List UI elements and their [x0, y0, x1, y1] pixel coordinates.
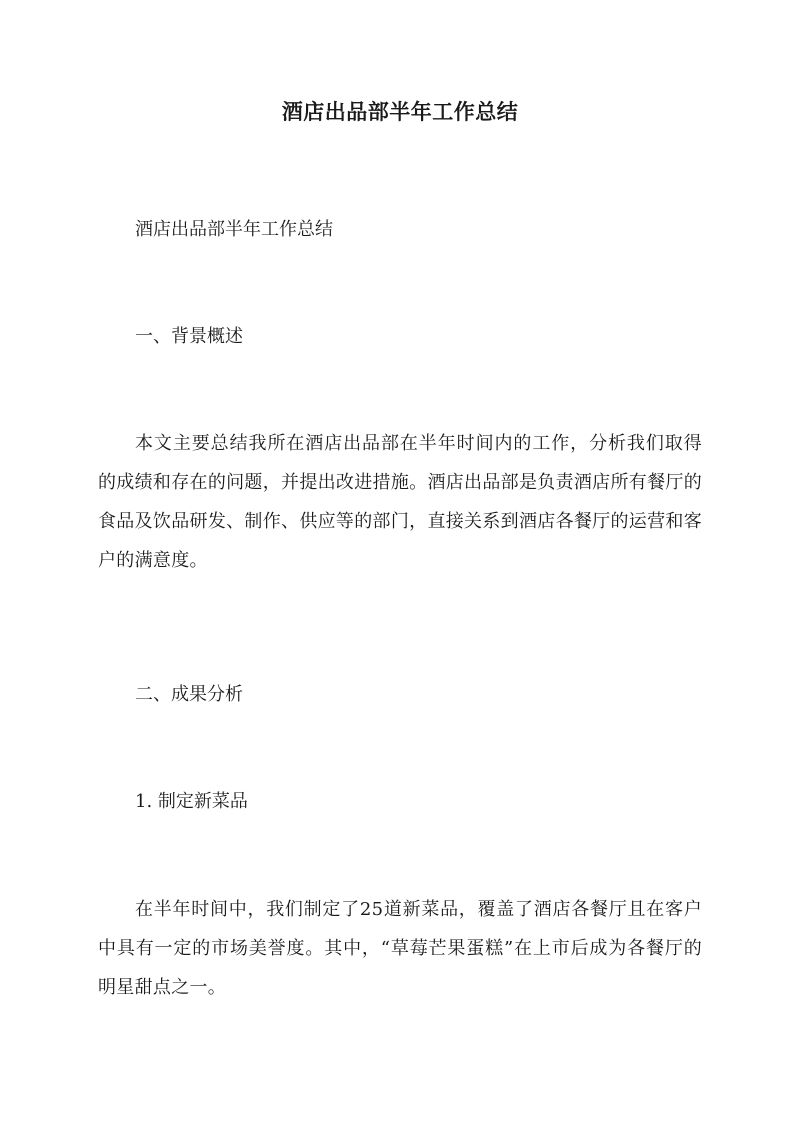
- page-title: 酒店出品部半年工作总结: [281, 99, 519, 124]
- new-dishes-paragraph: 在半年时间中，我们制定了25道新菜品，覆盖了酒店各餐厅且在客户中具有一定的市场美誉度。其中，“草莓芒果蛋糕”在上市后成为各餐厅的明星甜点之一。: [98, 899, 702, 998]
- background-paragraph: 本文主要总结我所在酒店出品部在半年时间内的工作，分析我们取得的成绩和存在的问题，并提出改进措施。酒店出品部是负责酒店所有餐厅的食品及饮品研发、制作、供应等的部门，直接关系到酒店各餐厅的运营和客户的满意度。: [98, 433, 702, 571]
- section-heading-background: 一、背景概述: [135, 326, 243, 347]
- document-subtitle: 酒店出品部半年工作总结: [135, 219, 333, 240]
- item-heading-new-dishes: 1. 制定新菜品: [135, 791, 248, 812]
- section-heading-results: 二、成果分析: [135, 684, 243, 705]
